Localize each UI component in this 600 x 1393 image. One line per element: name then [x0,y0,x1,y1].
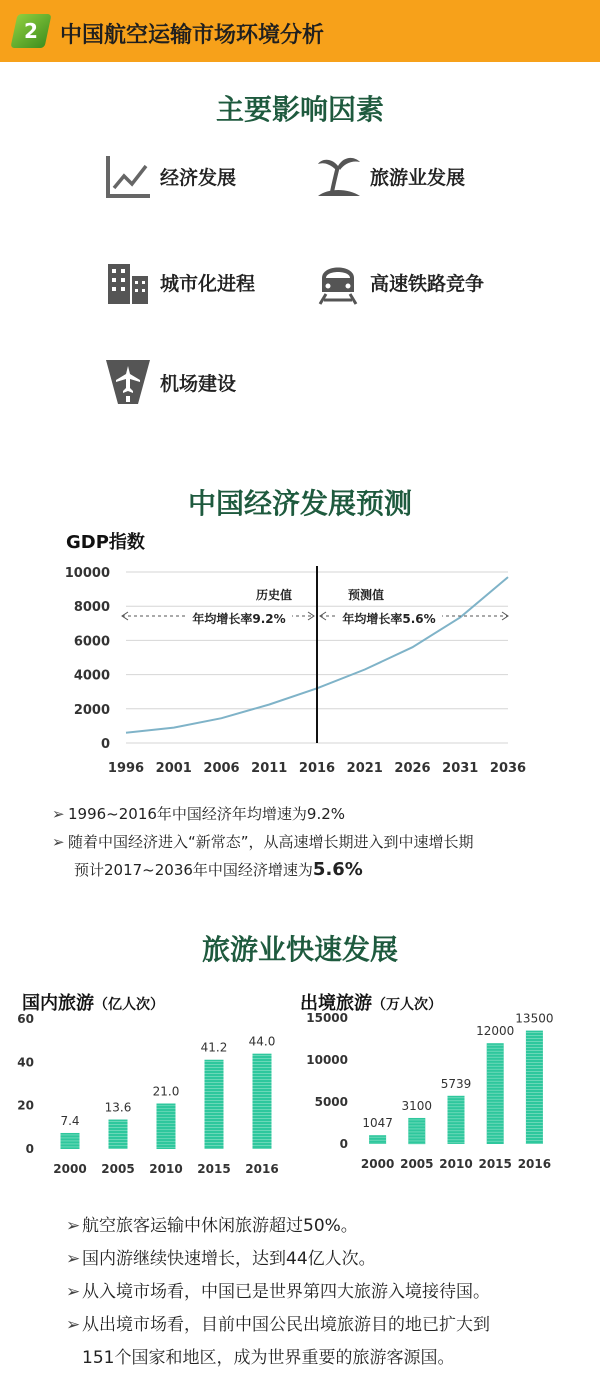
section-number-badge [10,14,51,48]
bar-group [526,1031,543,1144]
line-chart-icon [104,152,152,200]
bullet-arrow-icon: ➢ [66,1249,81,1269]
bar-group [369,1135,386,1144]
domestic-bar-chart [0,1005,290,1185]
bullet-arrow-icon: ➢ [66,1315,81,1335]
bar-x-tick-label: 2015 [478,1157,512,1171]
bullet-highlight-value: 5.6% [312,859,363,880]
section-number: 2 [24,19,38,43]
bar-y-tick-label: 5000 [314,1095,348,1109]
bar-y-tick-label: 10000 [306,1053,348,1067]
bar [109,1120,128,1149]
history-label: 历史值 [255,588,293,602]
bullet-text: 1996~2016年中国经济年均增速为9.2% [68,805,346,823]
gdp-x-tick-label: 2016 [298,761,336,776]
gdp-x-tick-label: 2021 [346,761,383,776]
factor-tourism [314,152,465,200]
bullet-arrow-icon: ➢ [66,1216,81,1236]
bullet-text: 航空旅客运输中休闲旅游超过50%。 [82,1216,358,1236]
bar [369,1135,386,1144]
domestic-unit: （亿人次） [94,997,164,1013]
bullet-arrow-icon: ➢ [66,1282,81,1302]
bar-group [205,1060,224,1149]
bar-y-tick-label: 0 [339,1137,348,1151]
bar [205,1060,224,1149]
gdp-x-tick-label: 2011 [251,761,288,776]
gdp-y-tick-label: 8000 [73,600,110,616]
bullet-item-continued [52,856,474,884]
runway-plane-icon [104,358,152,406]
bar-group [61,1133,80,1149]
bullet-text: 国内游继续快速增长，达到44亿人次。 [82,1249,376,1269]
gdp-section-title: 中国经济发展预测 [187,487,412,520]
factor-label: 城市化进程 [160,272,256,295]
forecast-label: 预测值 [347,588,385,602]
bar-x-tick-label: 2010 [149,1162,183,1176]
outbound-unit: （万人次） [372,997,442,1013]
factor-label: 机场建设 [160,372,237,395]
factor-label: 旅游业发展 [370,166,466,189]
gdp-y-tick-label: 4000 [73,668,110,684]
gdp-x-tick-label: 2006 [203,761,240,776]
gdp-x-tick-label: 2036 [489,761,527,776]
bar-value-label: 5739 [440,1076,472,1091]
bullet-text: 从出境市场看，目前中国公民出境旅游目的地已扩大到 [82,1315,490,1335]
bar-value-label: 13500 [515,1011,554,1026]
bar-group [109,1120,128,1149]
bullet-item [52,828,474,856]
outbound-title: 出境旅游 [300,993,372,1014]
factor-label: 经济发展 [160,166,237,189]
gdp-bullets [52,800,474,884]
bar-x-tick-label: 2010 [439,1157,473,1171]
bar-y-tick-label: 60 [17,1012,34,1026]
bar-value-label: 21.0 [152,1084,180,1099]
bar-value-label: 41.2 [200,1040,228,1055]
bar-group [408,1118,425,1144]
gdp-x-tick-label: 2001 [155,761,192,776]
forecast-rate-label: 年均增长率5.6% [342,612,436,626]
bar-group [448,1096,465,1144]
section-header [0,0,600,62]
bullet-text: 151个国家和地区，成为世界重要的旅游客源国。 [82,1348,455,1368]
bullet-item [66,1210,490,1243]
bullet-item [66,1309,490,1342]
gdp-chart-label: GDP指数 [66,532,145,553]
gdp-y-tick-label: 2000 [73,702,110,718]
domestic-title: 国内旅游 [22,993,94,1014]
bullet-item [66,1243,490,1276]
bar [408,1118,425,1144]
bar-value-label: 44.0 [248,1034,276,1049]
bar-group [253,1054,272,1149]
bullet-text: 从入境市场看，中国已是世界第四大旅游入境接待国。 [82,1282,490,1302]
bar-value-label: 13.6 [104,1100,132,1115]
bullet-item [66,1276,490,1309]
factor-urbanization [104,258,255,306]
outbound-bar-chart [296,1000,596,1180]
tourism-section-title: 旅游业快速发展 [201,933,398,966]
bar-x-tick-label: 2015 [197,1162,231,1176]
tourism-bullets [66,1210,490,1375]
bar-y-tick-label: 0 [25,1142,34,1156]
gdp-line-chart [0,560,600,800]
gdp-x-tick-label: 2026 [394,761,431,776]
buildings-icon [104,258,152,306]
bar-group [487,1043,504,1144]
factor-label: 高速铁路竞争 [370,272,485,295]
bar-x-tick-label: 2000 [360,1157,395,1171]
factor-economy [104,152,236,200]
history-rate-label: 年均增长率9.2% [192,612,286,626]
bullet-arrow-icon: ➢ [52,805,65,823]
bar-y-tick-label: 40 [17,1055,34,1070]
bullet-item-continued [66,1342,490,1375]
bar-value-label: 12000 [476,1024,515,1039]
bar-value-label: 3100 [401,1098,433,1113]
gdp-y-tick-label: 0 [100,737,110,752]
bullet-arrow-icon: ➢ [52,833,65,851]
bar-y-tick-label: 20 [17,1098,34,1113]
gdp-y-tick-label: 10000 [64,566,110,581]
train-icon [314,258,362,306]
factors-title: 主要影响因素 [215,93,384,126]
factor-highspeed-rail [314,258,484,306]
gdp-y-tick-label: 6000 [73,634,110,650]
bar [487,1043,504,1144]
section-header-title: 中国航空运输市场环境分析 [60,23,325,48]
bar-group [157,1104,176,1150]
bar-x-tick-label: 2005 [400,1157,434,1171]
gdp-x-tick-label: 2031 [442,761,479,776]
bar-y-tick-label: 15000 [306,1011,348,1025]
bar-value-label: 1047 [362,1116,393,1131]
bar-value-label: 7.4 [60,1113,80,1128]
gdp-x-tick-label: 1996 [107,761,145,776]
bar-x-tick-label: 2000 [53,1162,87,1176]
palm-tree-icon [314,152,362,200]
factor-airport [104,358,236,406]
bar-x-tick-label: 2016 [245,1162,279,1176]
bullet-text: 随着中国经济进入“新常态”，从高速增长期进入到中速增长期 [68,833,474,851]
bullet-item [52,800,474,828]
bullet-text: 预计2017~2036年中国经济增速为 [74,861,313,879]
bar-x-tick-label: 2005 [101,1162,135,1176]
bar [253,1054,272,1149]
bar-x-tick-label: 2016 [517,1157,552,1171]
